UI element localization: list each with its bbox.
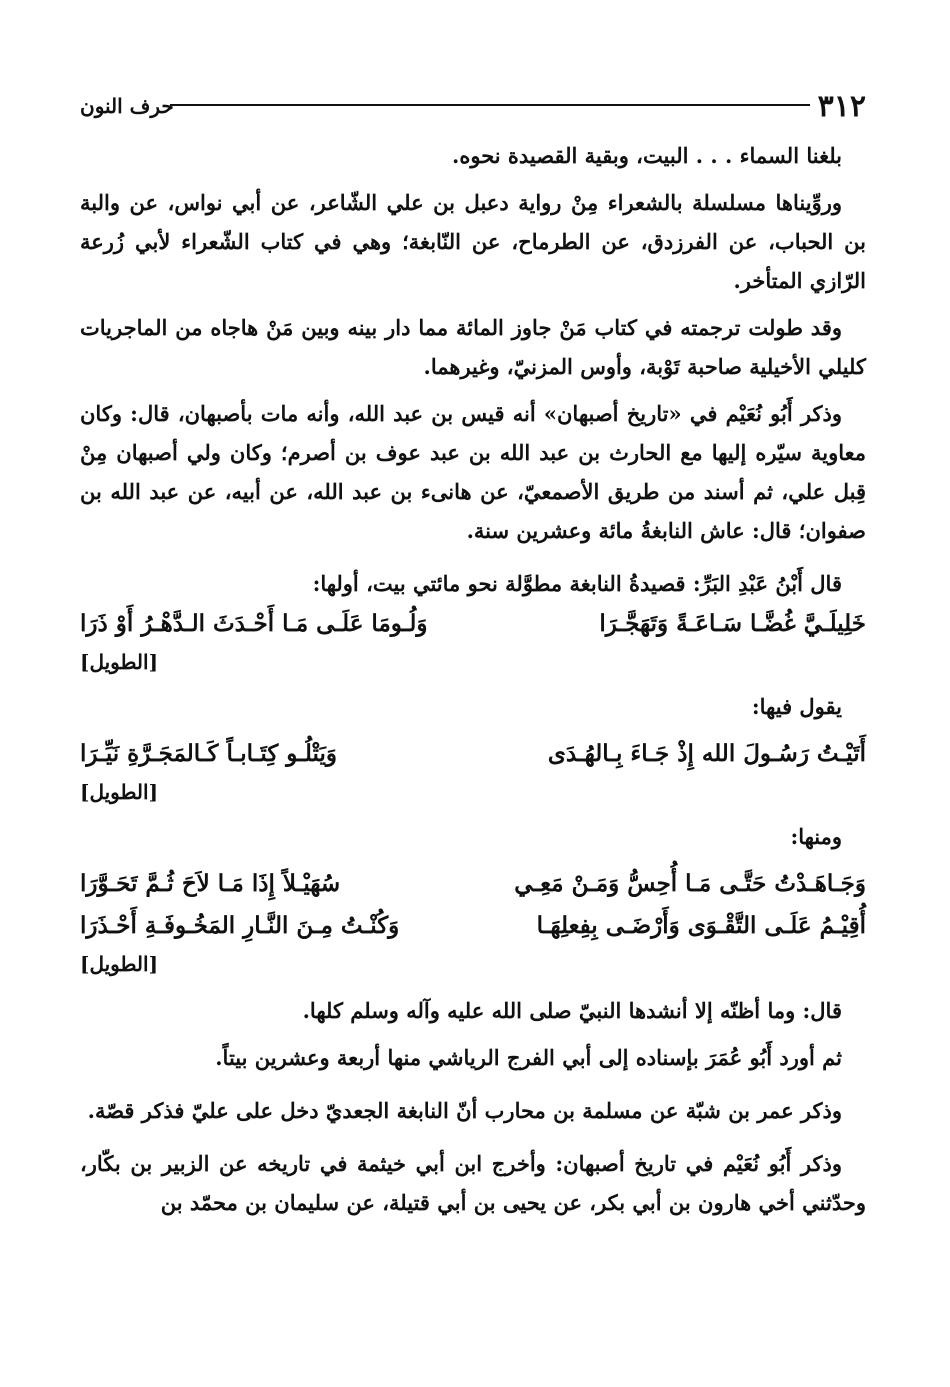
header-rule (170, 104, 810, 106)
verse-1-first-hemistich: خَلِيلَـيَّ غُضَّـا سَـاعَـةً وَتَهَجَّـرَا (599, 610, 866, 637)
section-label-1: يقول فيها: (751, 694, 842, 719)
paragraph-5: قال أَبْنُ عَبْدِ البَرِّ: قصيدةُ النابغة مطوَّلة نحو مائتي بيت، أولها: (312, 571, 842, 596)
verse-line-1 (80, 603, 866, 645)
verse-3-second-hemistich: سُهَيْـلاً إِذَا مَـا لاَحَ ثُـمَّ تَحَـوَّرَا (80, 870, 341, 897)
verse-3-first-hemistich: وَجَـاهَـدْتُ حَتَّـى مَـا أُحِسُّ وَمَـنْ مَعِـي (514, 870, 866, 897)
paragraph-2: وروِّيناها مسلسلة بالشعراء مِنْ رواية دعبل بن علي الشّاعر، عن أبي نواس، عن والبة بن الحباب، عن الفرزدق، عن الطرماح، عن النّابغة؛ وهي في كتاب الشّعراء لأبي زُرعة الرّازي المتأخر. (80, 190, 866, 293)
verse-line-4 (80, 905, 866, 947)
paragraph-4: وذكر أَبُو نُعَيْم في «تاريخ أصبهان» أنه قيس بن عبد الله، وأنه مات بأصبهان، قال: وكان معاوية سيّره إليها مع الحارث بن عبد الله بن عبد عوف بن أصرم؛ وكان ولي أصبهان مِنْ قِبل علي، ثم أسند من طريق الأصمعيّ، عن هانىء بن عبد الله، عن أبيه، عن عبد الله بن صفوان؛ قال: عاش النابغةُ مائة وعشرين سنة. (80, 401, 866, 543)
paragraph-8: وذكر عمر بن شبّة عن مسلمة بن محارب أنّ النابغة الجعديّ دخل على عليّ فذكر قصّة. (87, 1098, 842, 1123)
meter-label-3: [الطويل] (80, 952, 159, 976)
running-title: حرف النون (80, 94, 174, 118)
paragraph-6: قال: وما أظنّه إلا أنشدها النبيّ صلى الله عليه وآله وسلم كلها. (302, 998, 842, 1023)
paragraph-1: بلغنا السماء . . . البيت، وبقية القصيدة نحوه. (452, 143, 842, 168)
section-label-2: ومنها: (790, 824, 842, 849)
paragraph-3: وقد طولت ترجمته في كتاب مَنْ جاوز المائة مما دار بينه وبين مَنْ هاجاه من الماجريات كليلي الأخيلية صاحبة تَوْبة، وأوس المزنيّ، وغيرهما. (80, 315, 866, 379)
book-page (80, 82, 866, 1372)
verse-line-3 (80, 863, 866, 905)
verse-2-first-hemistich: أَتَيْـتُ رَسُـولَ الله إِذْ جَـاءَ بِـالهُـدَى (547, 740, 866, 767)
meter-label-2: [الطويل] (80, 780, 159, 804)
verse-4-second-hemistich: وَكُنْـتُ مِـنَ النَّـارِ المَخُـوفَـةِ أَحْـذَرَا (80, 912, 400, 939)
verse-2-second-hemistich: وَيَتْلُـو كِتَـابـاً كَـالمَجَـرَّةِ نَيِّـرَا (80, 740, 337, 767)
verse-line-2 (80, 733, 866, 775)
page-header (80, 82, 866, 122)
paragraph-7: ثم أورد أَبُو عُمَرَ بإسناده إلى أبي الفرج الرياشي منها أربعة وعشرين بيتاً. (215, 1045, 842, 1070)
paragraph-9: وذكر أَبُو نُعَيْم في تاريخ أصبهان: وأخرج ابن أبي خيثمة في تاريخه عن الزبير بن بكّار، وحدّثني أخي هارون بن أبي بكر، عن يحيى بن أبي قتيلة، عن سليمان بن محمّد بن (80, 1151, 866, 1215)
verse-1-second-hemistich: وَلُـومَا عَلَـى مَـا أَحْـدَثَ الـدَّهْـرُ أَوْ ذَرَا (80, 610, 428, 637)
verse-4-first-hemistich: أُقِيْـمُ عَلَـى التَّقْـوَى وَأَرْضَـى بِفِعلِهَـا (536, 912, 866, 939)
page-number: ٣١٢ (817, 89, 866, 124)
meter-label-1: [الطويل] (80, 650, 159, 674)
